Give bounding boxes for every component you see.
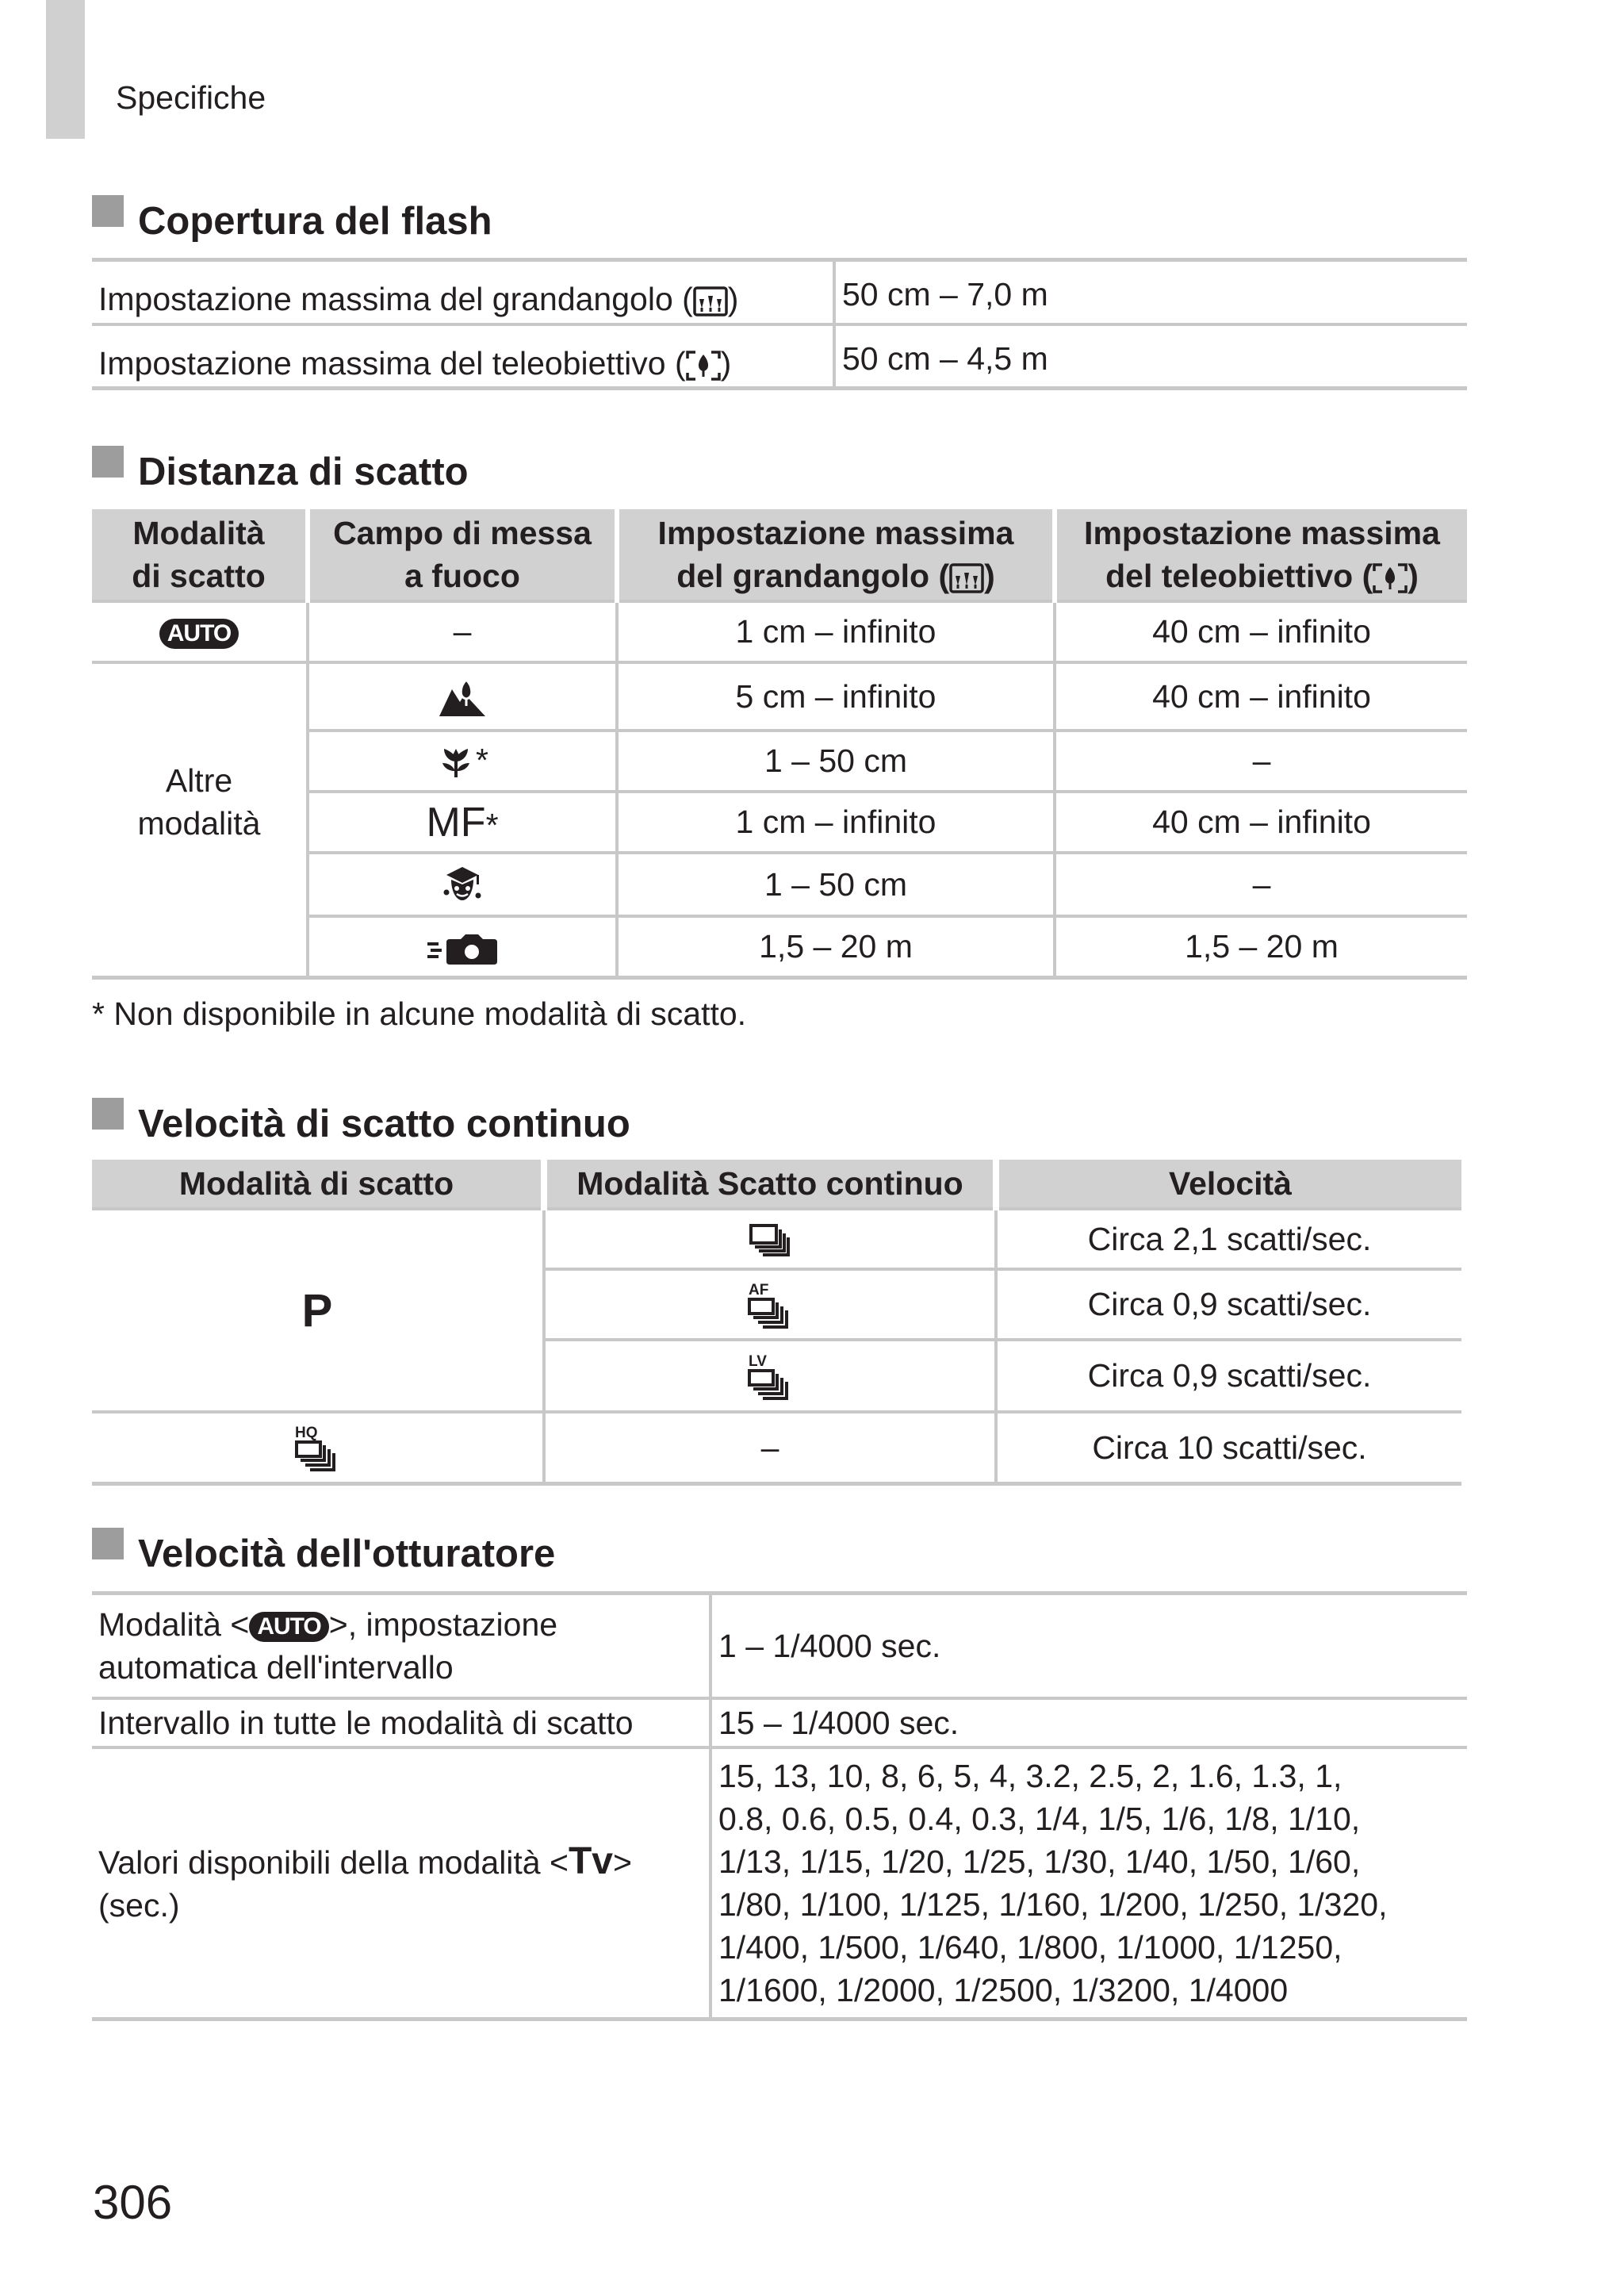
flash-wide-value: 50 cm – 7,0 m (834, 260, 1467, 324)
continuous-icon (749, 1223, 791, 1258)
header-max-wide: Impostazione massima del grandangolo ( ) (617, 509, 1055, 601)
shutter-speed-title: Velocità dell'otturatore (138, 1532, 556, 1575)
flash-tele-value: 50 cm – 4,5 m (842, 339, 1048, 377)
focus-range-cell (308, 792, 617, 853)
header-speed: Velocità (996, 1160, 1461, 1209)
page-number: 306 (93, 2176, 173, 2229)
shutter-auto-value: 1 – 1/4000 sec. (718, 1628, 941, 1664)
shooting-mode-cell (92, 1412, 544, 1484)
hq-label: HQ (295, 1425, 318, 1441)
continuous-shooting-table (92, 1160, 1461, 1486)
focus-range-cell (308, 731, 617, 792)
drive-mode-cell (544, 1269, 996, 1340)
auto-mode-icon: AUTO (159, 619, 239, 649)
section-bullet-icon (92, 446, 124, 478)
section-bullet-icon (92, 195, 124, 227)
wide-angle-icon (949, 563, 984, 593)
table-row (92, 1412, 1461, 1484)
tele-value: 1,5 – 20 m (1055, 916, 1467, 978)
tele-value: – (1055, 853, 1467, 916)
macro-icon (436, 746, 476, 781)
header-mode: Modalità di scatto (92, 509, 308, 601)
telephoto-icon (1373, 563, 1408, 593)
header-drive-mode: Modalità Scatto continuo (544, 1160, 996, 1209)
tv-mode-icon: Tv (568, 1839, 613, 1882)
speed-value: Circa 10 scatti/sec. (996, 1412, 1461, 1484)
lv-label: LV (749, 1352, 767, 1370)
shutter-tv-values: 15, 13, 10, 8, 6, 5, 4, 3.2, 2.5, 2, 1.6, 1.3, 1, 0.8, 0.6, 0.5, 0.4, 0.3, 1/4, 1/5, 1/6, 1/8, 1/10, 1/13, 1/15, 1/20, 1/25, 1/30, 1/40, 1/50, 1/60, 1/80, 1/100, 1/125, 1/160, 1/200, 1/250, 1/320, 1/400, 1/500, 1/640, 1/800, 1/1000, 1/1250, 1/1600, 1/2000, 1/2500, 1/3200, 1/4000 (710, 1747, 1467, 2020)
focus-range-cell: – (308, 601, 617, 662)
wide-value: 5 cm – infinito (617, 662, 1055, 731)
page-tab-marker (46, 0, 85, 139)
focus-range-cell (308, 853, 617, 916)
auto-mode-icon: AUTO (249, 1612, 328, 1642)
high-speed-burst-hq-icon (294, 1423, 340, 1472)
flash-coverage-heading (92, 195, 492, 241)
focus-range-cell (308, 662, 617, 731)
shutter-tv-label: Valori disponibili della modalità <Tv> (sec.) (92, 1747, 710, 2020)
telephoto-icon (686, 351, 721, 381)
wide-value: 1,5 – 20 m (617, 916, 1055, 978)
table-row (92, 601, 1467, 662)
shooting-distance-heading (92, 446, 469, 492)
high-speed-burst-icon (426, 931, 499, 966)
shutter-range-value: 15 – 1/4000 sec. (710, 1698, 1467, 1747)
table-row (92, 324, 1467, 389)
mode-auto-cell (92, 601, 308, 662)
shutter-auto-label: Modalità < AUTO >, impostazione automatica dell'intervallo (92, 1594, 710, 1699)
shutter-speed-table (92, 1591, 1467, 2021)
asterisk: * (485, 806, 499, 843)
header-label: Specifiche (116, 79, 266, 116)
drive-mode-cell: – (544, 1412, 996, 1484)
other-modes-cell: Altre modalità (92, 662, 308, 978)
section-bullet-icon (92, 1528, 124, 1559)
continuous-af-icon (747, 1280, 793, 1329)
table-row (92, 662, 1467, 731)
table-row (92, 1594, 1467, 1699)
continuous-shooting-title: Velocità di scatto continuo (138, 1103, 630, 1145)
table-row (92, 1209, 1461, 1269)
wide-value: 1 – 50 cm (617, 731, 1055, 792)
table-row (92, 1747, 1467, 2020)
wide-value: 1 – 50 cm (617, 853, 1055, 916)
smart-shutter-icon (442, 864, 483, 905)
drive-mode-cell (544, 1340, 996, 1412)
flash-coverage-title: Copertura del flash (138, 200, 492, 243)
program-mode-cell: P (92, 1209, 544, 1412)
af-label: AF (749, 1281, 769, 1298)
focus-range-cell (308, 916, 617, 978)
table-row (92, 260, 1467, 324)
flash-tele-label: Impostazione massima del teleobiettivo ( ) (92, 324, 834, 389)
speed-value: Circa 2,1 scatti/sec. (996, 1209, 1461, 1269)
normal-af-icon (438, 675, 487, 718)
wide-value: 1 cm – infinito (617, 792, 1055, 853)
tele-value: 40 cm – infinito (1055, 601, 1467, 662)
manual-focus-icon: MF (426, 799, 486, 846)
header-shooting-mode: Modalità di scatto (92, 1160, 544, 1209)
continuous-shooting-heading (92, 1098, 630, 1144)
tele-value: 40 cm – infinito (1055, 792, 1467, 853)
tele-value: – (1055, 731, 1467, 792)
shutter-speed-heading (92, 1528, 555, 1574)
shutter-range-label: Intervallo in tutte le modalità di scatto (92, 1698, 710, 1747)
table-row (92, 1698, 1467, 1747)
footnote: * Non disponibile in alcune modalità di scatto. (92, 995, 747, 1032)
section-bullet-icon (92, 1098, 124, 1130)
asterisk: * (476, 742, 488, 779)
tele-value: 40 cm – infinito (1055, 662, 1467, 731)
flash-wide-label: Impostazione massima del grandangolo ( ) (92, 260, 834, 324)
shooting-distance-title: Distanza di scatto (138, 451, 469, 493)
flash-coverage-table (92, 258, 1467, 390)
drive-mode-cell (544, 1209, 996, 1269)
shooting-distance-table (92, 509, 1467, 980)
speed-value: Circa 0,9 scatti/sec. (996, 1340, 1461, 1412)
header-max-tele: Impostazione massima del teleobiettivo ( ) (1055, 509, 1467, 601)
wide-angle-icon (693, 286, 728, 316)
table-header-row (92, 1160, 1461, 1209)
table-header-row (92, 509, 1467, 601)
header-focus-range: Campo di messa a fuoco (308, 509, 617, 601)
speed-value: Circa 0,9 scatti/sec. (996, 1269, 1461, 1340)
wide-value: 1 cm – infinito (617, 601, 1055, 662)
continuous-lv-icon (747, 1352, 793, 1401)
